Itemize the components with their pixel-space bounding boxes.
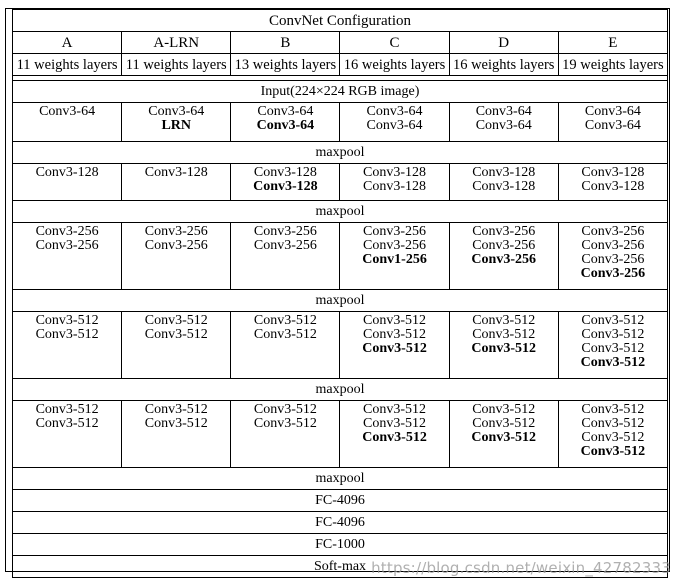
weights-cell: 11 weights layers [122, 54, 231, 76]
conv-block-cell [449, 401, 558, 468]
table-title-row [13, 10, 668, 32]
column-name: A [13, 32, 122, 54]
maxpool-cell: maxpool [13, 468, 668, 490]
maxpool-cell-row [13, 201, 668, 223]
conv-block-cell [340, 312, 449, 379]
layer-label: Conv3-512 [471, 430, 536, 445]
column-name: A-LRN [122, 32, 231, 54]
layer-label: Conv3-512 [253, 313, 317, 328]
layer-label: Conv3-128 [253, 179, 318, 194]
column-name-row [13, 32, 668, 54]
layer-label: Conv3-256 [35, 224, 99, 239]
conv-block-cell [13, 312, 122, 379]
conv-block-cell [122, 312, 231, 379]
layer-label: Conv3-64 [475, 104, 532, 119]
layer-label: Conv3-512 [581, 430, 645, 445]
weights-cell: 16 weights layers [340, 54, 449, 76]
layer-label: Conv3-512 [363, 313, 427, 328]
layer-label: Conv3-512 [472, 327, 536, 342]
maxpool-cell-row [13, 468, 668, 490]
conv-block-cell [231, 401, 340, 468]
layer-label: Conv3-64 [256, 118, 315, 133]
conv-block-cell [231, 312, 340, 379]
layer-label: Conv3-256 [363, 238, 427, 253]
conv-block-row [13, 312, 668, 379]
weights-cell: 19 weights layers [558, 54, 667, 76]
conv-block-cell [558, 401, 667, 468]
layer-label: Conv3-128 [581, 179, 645, 194]
layer-label: Conv3-256 [581, 252, 645, 267]
layer-label: Conv3-512 [581, 416, 645, 431]
conv-block-cell [13, 223, 122, 290]
layer-label: Conv3-128 [581, 165, 645, 180]
layer-label: Conv3-256 [35, 238, 99, 253]
maxpool-cell: maxpool [13, 379, 668, 401]
layer-label: Conv3-512 [581, 313, 645, 328]
layer-label: Conv3-128 [253, 165, 317, 180]
layer-label: Conv3-64 [148, 104, 205, 119]
conv-block-row [13, 401, 668, 468]
layer-label: Conv3-64 [475, 118, 532, 133]
layer-label: Conv3-256 [580, 266, 646, 281]
layer-label: Conv3-512 [144, 402, 208, 417]
layer-label: Conv3-512 [144, 327, 208, 342]
maxpool-cell: maxpool [13, 201, 668, 223]
layer-label: Conv3-128 [363, 179, 427, 194]
conv-block-row [13, 164, 668, 201]
layer-label: Conv3-128 [144, 165, 208, 180]
conv-block-row [13, 223, 668, 290]
layer-label: Conv3-128 [472, 165, 536, 180]
fc-cell: FC-4096 [13, 490, 668, 512]
conv-block-cell [449, 312, 558, 379]
layer-label: Conv3-256 [253, 224, 317, 239]
conv-block-cell [340, 223, 449, 290]
maxpool-cell: maxpool [13, 142, 668, 164]
fc-cell-row [13, 512, 668, 534]
layer-label: Conv3-512 [35, 313, 99, 328]
layer-label: Conv3-512 [472, 416, 536, 431]
column-name: B [231, 32, 340, 54]
layer-label: Conv3-512 [144, 416, 208, 431]
conv-block-cell [231, 223, 340, 290]
layer-label: Conv3-512 [144, 313, 208, 328]
layer-label: Conv3-512 [581, 402, 645, 417]
layer-label: Conv3-256 [471, 252, 536, 267]
layer-label: Conv3-512 [363, 327, 427, 342]
layer-label: Conv3-256 [472, 224, 536, 239]
layer-label: Conv3-256 [581, 224, 645, 239]
layer-label: Conv3-256 [363, 224, 427, 239]
input-cell-row [13, 81, 668, 103]
layer-label: Conv3-64 [366, 104, 423, 119]
layer-label: Conv3-64 [257, 104, 314, 119]
fc-cell-row [13, 534, 668, 556]
column-name: C [340, 32, 449, 54]
convnet-configuration-table [12, 9, 668, 578]
layer-label: Conv3-256 [144, 238, 208, 253]
conv-block-cell [122, 103, 231, 142]
layer-label: Conv3-512 [472, 402, 536, 417]
maxpool-cell-row [13, 290, 668, 312]
conv-block-cell [231, 103, 340, 142]
conv-block-cell [558, 103, 667, 142]
maxpool-cell-row [13, 142, 668, 164]
layer-label: Conv3-512 [580, 444, 646, 459]
layer-label: Conv3-512 [362, 341, 427, 356]
weights-cell: 11 weights layers [13, 54, 122, 76]
conv-block-cell [13, 103, 122, 142]
layer-label: Conv3-64 [584, 104, 641, 119]
conv-block-cell [340, 401, 449, 468]
weights-cell: 16 weights layers [449, 54, 558, 76]
conv-block-cell [558, 312, 667, 379]
layer-label: Conv1-256 [362, 252, 427, 267]
conv-block-cell [558, 223, 667, 290]
fc-cell-row [13, 490, 668, 512]
layer-label: Conv3-512 [253, 416, 317, 431]
layer-label: Conv3-512 [363, 416, 427, 431]
layer-label: Conv3-512 [35, 327, 99, 342]
layer-label: LRN [161, 118, 192, 133]
conv-block-row [13, 103, 668, 142]
layer-label: Conv3-256 [581, 238, 645, 253]
conv-block-cell [13, 164, 122, 201]
layer-label: Conv3-512 [581, 327, 645, 342]
layer-label: Conv3-512 [472, 313, 536, 328]
layer-label: Conv3-512 [580, 355, 646, 370]
layer-label: Conv3-512 [363, 402, 427, 417]
conv-block-cell [340, 164, 449, 201]
fc-cell: FC-1000 [13, 534, 668, 556]
conv-block-cell [558, 164, 667, 201]
weights-cell: 13 weights layers [231, 54, 340, 76]
conv-block-cell [122, 401, 231, 468]
input-cell: Input(224×224 RGB image) [13, 81, 668, 103]
watermark: https://blog.csdn.net/weixin_42782333 [371, 559, 671, 577]
column-name: E [558, 32, 667, 54]
layer-label: Conv3-512 [471, 341, 536, 356]
fc-cell: FC-4096 [13, 512, 668, 534]
conv-block-cell [449, 103, 558, 142]
layer-label: Conv3-128 [35, 165, 99, 180]
layer-label: Conv3-512 [253, 402, 317, 417]
layer-label: Conv3-512 [35, 402, 99, 417]
layer-label: Conv3-256 [253, 238, 317, 253]
layer-label: Conv3-128 [363, 165, 427, 180]
layer-label: Conv3-64 [366, 118, 423, 133]
conv-block-cell [340, 103, 449, 142]
table-title: ConvNet Configuration [13, 10, 668, 32]
layer-label: Conv3-512 [581, 341, 645, 356]
layer-label: Conv3-256 [144, 224, 208, 239]
layer-label: Conv3-64 [39, 104, 96, 119]
conv-block-cell [122, 164, 231, 201]
column-name: D [449, 32, 558, 54]
conv-block-cell [122, 223, 231, 290]
weights-row [13, 54, 668, 76]
layer-label: Conv3-512 [362, 430, 427, 445]
conv-block-cell [231, 164, 340, 201]
conv-block-cell [449, 164, 558, 201]
layer-label: Conv3-128 [472, 179, 536, 194]
maxpool-cell-row [13, 379, 668, 401]
maxpool-cell: maxpool [13, 290, 668, 312]
conv-block-cell [13, 401, 122, 468]
layer-label: Conv3-512 [253, 327, 317, 342]
layer-label: Conv3-64 [584, 118, 641, 133]
layer-label: Conv3-256 [472, 238, 536, 253]
conv-block-cell [449, 223, 558, 290]
layer-label: Conv3-512 [35, 416, 99, 431]
softmax-cell: Soft-max [13, 556, 668, 578]
